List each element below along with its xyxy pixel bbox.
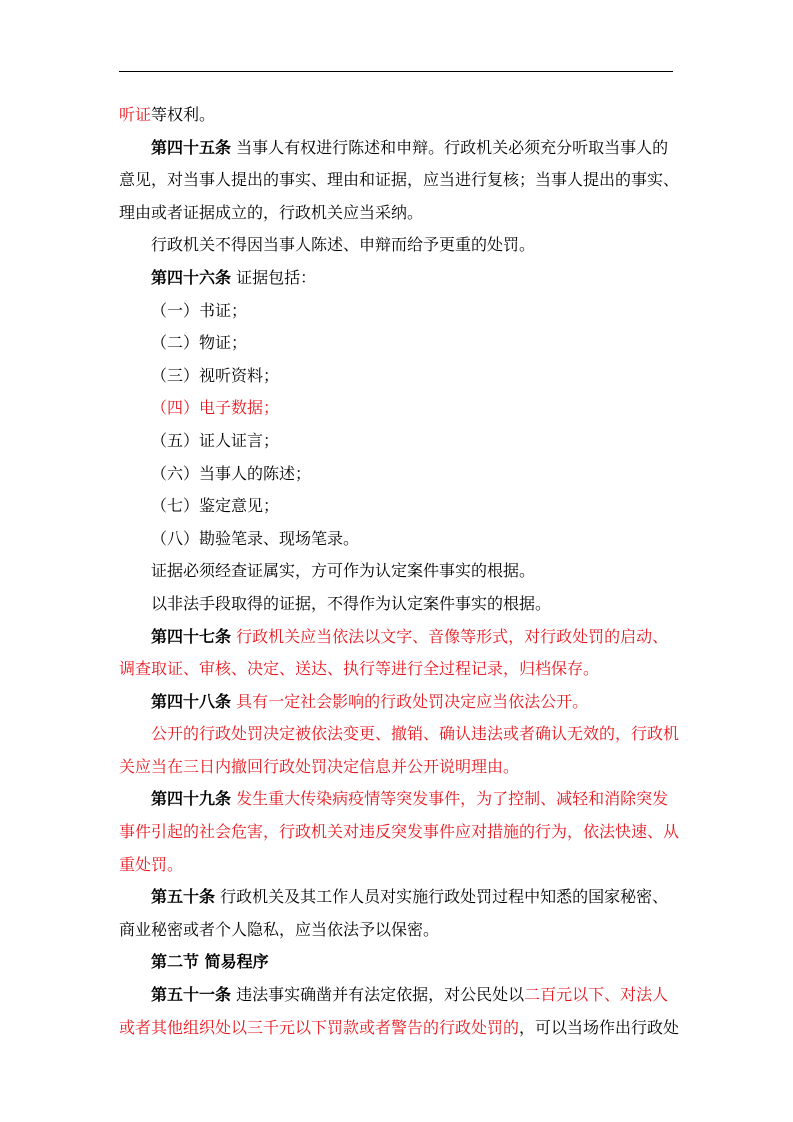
text-line	[119, 946, 673, 979]
text-line	[119, 1012, 680, 1045]
text-line	[119, 718, 680, 751]
body-text: （一）书证；	[151, 300, 248, 320]
amended-text: 调查取证、审核、决定、送达、执行等进行全过程记录，归档保存。	[119, 659, 600, 679]
text-line	[119, 229, 673, 262]
text-line	[119, 523, 673, 556]
text-line	[119, 816, 680, 849]
text-line	[119, 164, 680, 197]
amended-text: 具有一定社会影响的行政处罚决定应当依法公开。	[231, 691, 589, 711]
text-line	[119, 262, 673, 295]
article-number: 第二节 简易程序	[151, 952, 269, 972]
document-body	[119, 99, 680, 1044]
amended-text: 行政机关应当依法以文字、音像等形式，对行政处罚的启动、	[231, 626, 669, 646]
text-line	[119, 392, 673, 425]
body-text: （二）物证；	[151, 333, 248, 353]
body-text: 意见，对当事人提出的事实、理由和证据，应当进行复核；当事人提出的事实、	[119, 170, 680, 190]
text-line	[119, 458, 673, 491]
body-text: 行政机关不得因当事人陈述、申辩而给予更重的处罚。	[151, 235, 536, 255]
amended-text: 二百元以下、对法人	[524, 985, 669, 1005]
text-line	[119, 360, 673, 393]
body-text: （五）证人证言；	[151, 430, 280, 450]
body-text: （七）鉴定意见；	[151, 496, 280, 516]
article-number: 第四十八条	[151, 691, 232, 711]
amended-text: 或者其他组织处以三千元以下罚款或者警告的行政处罚的	[119, 1017, 520, 1037]
article-number: 第五十一条	[151, 985, 232, 1005]
article-number: 第四十六条	[151, 267, 232, 287]
body-text: 证据必须经查证属实，方可作为认定案件事实的根据。	[151, 561, 536, 581]
text-line	[119, 197, 673, 230]
body-text: 理由或者证据成立的，行政机关应当采纳。	[119, 202, 424, 222]
header-rule	[119, 71, 673, 72]
body-text: 等权利。	[151, 105, 216, 124]
body-text: 商业秘密或者个人隐私，应当依法予以保密。	[119, 919, 440, 939]
text-line	[119, 132, 673, 165]
text-line	[119, 881, 673, 914]
text-line	[119, 979, 673, 1012]
amended-text: 关应当在三日内撤回行政处罚决定信息并公开说明理由。	[119, 756, 520, 776]
text-line	[119, 686, 673, 719]
amended-text: 重处罚。	[119, 854, 184, 874]
text-line	[119, 849, 673, 882]
article-number: 第四十五条	[151, 137, 232, 157]
text-line	[119, 621, 673, 654]
body-text: 当事人有权进行陈述和申辩。行政机关必须充分听取当事人的	[231, 137, 669, 157]
text-line	[119, 783, 673, 816]
text-line	[119, 588, 673, 621]
text-line	[119, 327, 673, 360]
body-text: （三）视听资料；	[151, 365, 280, 385]
amended-text: 事件引起的社会危害，行政机关对违反突发事件应对措施的行为，依法快速、从	[119, 822, 680, 842]
text-line	[119, 914, 673, 947]
body-text: 以非法手段取得的证据，不得作为认定案件事实的根据。	[151, 593, 552, 613]
body-text: （八）勘验笔录、现场笔录。	[151, 528, 360, 548]
amended-text: 听证	[119, 105, 152, 124]
text-line	[119, 295, 673, 328]
body-text: ，可以当场作出行政处	[519, 1017, 680, 1037]
amended-text: 发生重大传染病疫情等突发事件，为了控制、减轻和消除突发	[231, 789, 669, 809]
body-text: 证据包括：	[231, 267, 317, 287]
text-line	[119, 490, 673, 523]
text-line	[119, 751, 673, 784]
body-text: 违法事实确凿并有法定依据，对公民处以	[231, 985, 525, 1005]
body-text: （六）当事人的陈述；	[151, 463, 312, 483]
text-line	[119, 555, 673, 588]
text-line	[119, 653, 673, 686]
text-line	[119, 425, 673, 458]
amended-text: 公开的行政处罚决定被依法变更、撤销、确认违法或者确认无效的，行政机	[151, 724, 680, 744]
article-number: 第四十九条	[151, 789, 232, 809]
body-text: 行政机关及其工作人员对实施行政处罚过程中知悉的国家秘密、	[215, 887, 669, 907]
article-number: 第五十条	[151, 887, 216, 907]
article-number: 第四十七条	[151, 626, 232, 646]
text-line	[119, 99, 673, 132]
amended-text: （四）电子数据；	[151, 398, 280, 418]
